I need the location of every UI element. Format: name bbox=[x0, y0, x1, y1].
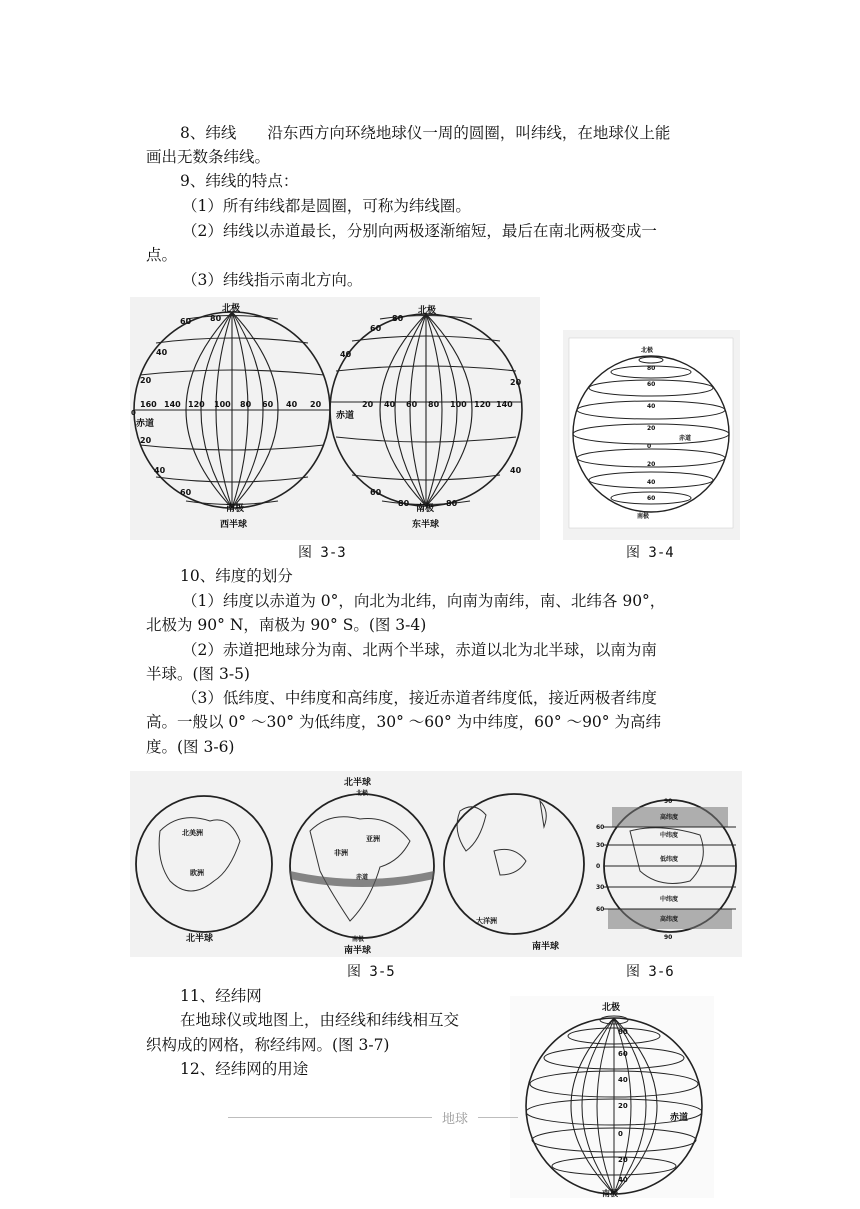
svg-text:0: 0 bbox=[596, 863, 601, 870]
lat-80s-label-e2: 80 bbox=[446, 499, 458, 508]
svg-text:60: 60 bbox=[406, 400, 418, 409]
para-11-line1: 在地球仪或地图上，由经线和纬线相互交 bbox=[180, 1011, 460, 1029]
figure-3-7 bbox=[510, 996, 714, 1198]
lat-20s-label-w: 20 bbox=[140, 436, 152, 445]
para-10-item1-line2: 北极为 90° N，南极为 90° S。(图 3-4) bbox=[146, 616, 427, 634]
para-11-heading: 11、经纬网 bbox=[180, 987, 262, 1005]
graticule-globe bbox=[510, 996, 714, 1198]
svg-text:中纬度: 中纬度 bbox=[660, 896, 679, 903]
svg-text:欧洲: 欧洲 bbox=[190, 869, 204, 877]
fig35-northern-hemisphere-label: 北半球 bbox=[186, 934, 214, 944]
svg-text:30: 30 bbox=[596, 884, 605, 891]
svg-text:大洋洲: 大洋洲 bbox=[476, 917, 497, 925]
lat-20-label-w: 20 bbox=[140, 376, 152, 385]
footer-rule-right bbox=[478, 1117, 518, 1118]
svg-text:亚洲: 亚洲 bbox=[366, 835, 380, 843]
para-10-item3-line1: （3）低纬度、中纬度和高纬度，接近赤道者纬度低，接近两极者纬度 bbox=[182, 689, 657, 707]
svg-text:20: 20 bbox=[618, 1102, 628, 1110]
para-9-item3: （3）纬线指示南北方向。 bbox=[182, 271, 363, 289]
svg-text:90: 90 bbox=[664, 798, 673, 805]
longitude-tick-row bbox=[140, 400, 513, 409]
caption-fig-3-4: 图 3-4 bbox=[626, 545, 674, 561]
north-pole-label-w: 北极 bbox=[222, 304, 241, 314]
north-pole-label-e: 北极 bbox=[418, 306, 437, 316]
fig34-north-pole-label: 北极 bbox=[641, 347, 654, 354]
globe-equatorial bbox=[290, 794, 434, 938]
lat-60s-label-e: 60 bbox=[370, 488, 382, 497]
svg-text:20: 20 bbox=[362, 400, 374, 409]
lat-20-label-e: 20 bbox=[510, 378, 522, 387]
eastern-hemisphere-label: 东半球 bbox=[412, 520, 440, 530]
svg-text:140: 140 bbox=[496, 400, 513, 409]
footer-rule-left bbox=[228, 1117, 432, 1118]
svg-text:20: 20 bbox=[618, 1156, 628, 1164]
svg-text:60: 60 bbox=[262, 400, 274, 409]
globe-north-polar bbox=[136, 796, 272, 932]
fig37-north-pole-label: 北极 bbox=[602, 1003, 621, 1013]
fig34-south-pole-label: 南极 bbox=[637, 513, 650, 520]
hemispheres-graticule bbox=[130, 297, 540, 540]
svg-text:低纬度: 低纬度 bbox=[660, 856, 679, 863]
caption-fig-3-5: 图 3-5 bbox=[347, 964, 395, 980]
lat-80-label-e: 80 bbox=[392, 314, 404, 323]
south-pole-label-w: 南极 bbox=[226, 504, 245, 514]
svg-text:高纬度: 高纬度 bbox=[660, 814, 679, 821]
hemisphere-globes bbox=[130, 771, 742, 957]
figure-3-3 bbox=[130, 297, 540, 540]
svg-text:60: 60 bbox=[596, 824, 605, 831]
lat-40s-label-e: 40 bbox=[510, 466, 522, 475]
lat-60s-label-w: 60 bbox=[180, 488, 192, 497]
svg-text:中纬度: 中纬度 bbox=[660, 832, 679, 839]
fig35-southern-hemisphere-bottom: 南半球 bbox=[344, 946, 372, 956]
fig37-south-pole-label: 南极 bbox=[602, 1189, 618, 1198]
lat-40-label-w: 40 bbox=[156, 348, 168, 357]
equator-label-w: 赤道 bbox=[136, 419, 155, 429]
para-8-line2: 画出无数条纬线。 bbox=[146, 148, 271, 166]
para-10-item3-line2: 高。一般以 0° ～30° 为低纬度，30° ～60° 为中纬度，60° ～90° 为高纬 bbox=[146, 713, 661, 731]
lat-80s-label-e: 80 bbox=[398, 499, 410, 508]
fig35-northern-hemisphere-top: 北半球 bbox=[344, 778, 372, 788]
svg-text:北美洲: 北美洲 bbox=[182, 829, 203, 837]
figure-3-4 bbox=[563, 330, 740, 540]
svg-text:赤道: 赤道 bbox=[356, 874, 369, 881]
svg-text:20: 20 bbox=[647, 425, 656, 432]
svg-text:非洲: 非洲 bbox=[334, 849, 348, 857]
lat-60-label-w: 60 bbox=[180, 317, 192, 326]
svg-text:120: 120 bbox=[188, 400, 205, 409]
lat-40-label-e: 40 bbox=[340, 350, 352, 359]
svg-text:60: 60 bbox=[596, 906, 605, 913]
svg-text:40: 40 bbox=[618, 1176, 628, 1184]
svg-text:160: 160 bbox=[140, 400, 157, 409]
south-pole-label-e: 南极 bbox=[416, 504, 435, 514]
svg-text:40: 40 bbox=[618, 1076, 628, 1084]
svg-text:40: 40 bbox=[647, 479, 656, 486]
para-9-item2-line1: （2）纬线以赤道最长，分别向两极逐渐缩短，最后在南北两极变成一 bbox=[182, 222, 657, 240]
figure-3-5-3-6 bbox=[130, 771, 742, 957]
svg-text:80: 80 bbox=[618, 1028, 628, 1036]
svg-text:120: 120 bbox=[474, 400, 491, 409]
svg-text:100: 100 bbox=[450, 400, 467, 409]
para-10-heading: 10、纬度的划分 bbox=[180, 567, 293, 585]
equator-label-e: 赤道 bbox=[336, 411, 355, 421]
svg-text:高纬度: 高纬度 bbox=[660, 916, 679, 923]
para-10-item1-line1: （1）纬度以赤道为 0°，向北为北纬，向南为南纬，南、北纬各 90°， bbox=[182, 592, 666, 610]
latitude-globe bbox=[563, 330, 740, 540]
svg-text:60: 60 bbox=[647, 495, 656, 502]
svg-text:0: 0 bbox=[647, 443, 652, 450]
svg-text:20: 20 bbox=[310, 400, 322, 409]
para-9-item2-line2: 点。 bbox=[146, 246, 178, 264]
svg-text:80: 80 bbox=[428, 400, 440, 409]
western-hemisphere-label: 西半球 bbox=[220, 520, 248, 530]
caption-fig-3-6: 图 3-6 bbox=[626, 964, 674, 980]
svg-text:60: 60 bbox=[618, 1050, 628, 1058]
para-8-line1: 8、纬线 沿东西方向环绕地球仪一周的圆圈，叫纬线，在地球仪上能 bbox=[180, 124, 671, 142]
lat-0-label: 0 bbox=[131, 409, 136, 417]
fig37-equator-label: 赤道 bbox=[670, 1113, 689, 1123]
svg-text:40: 40 bbox=[647, 403, 656, 410]
svg-text:80: 80 bbox=[240, 400, 252, 409]
page-footer bbox=[228, 1108, 518, 1127]
para-12-heading: 12、经纬网的用途 bbox=[180, 1060, 309, 1078]
svg-text:100: 100 bbox=[214, 400, 231, 409]
caption-fig-3-3: 图 3-3 bbox=[298, 545, 346, 561]
svg-text:60: 60 bbox=[647, 381, 656, 388]
para-10-item3-line3: 度。(图 3-6) bbox=[146, 738, 235, 756]
para-11-line2: 织构成的网格，称经纬网。(图 3-7) bbox=[146, 1036, 390, 1054]
lat-40s-label-w: 40 bbox=[154, 466, 166, 475]
footer-label: 地球 bbox=[441, 1112, 468, 1127]
svg-text:南极: 南极 bbox=[352, 936, 365, 943]
globe-south-polar bbox=[444, 794, 584, 934]
svg-text:80: 80 bbox=[647, 365, 656, 372]
para-9-heading: 9、纬线的特点： bbox=[180, 172, 299, 190]
lat-60-label-e: 60 bbox=[370, 324, 382, 333]
svg-text:0: 0 bbox=[618, 1130, 623, 1138]
svg-text:北极: 北极 bbox=[356, 790, 369, 797]
para-10-item2-line2: 半球。(图 3-5) bbox=[146, 665, 250, 683]
para-9-item1: （1）所有纬线都是圆圈，可称为纬线圈。 bbox=[182, 197, 471, 215]
svg-text:20: 20 bbox=[647, 461, 656, 468]
svg-text:30: 30 bbox=[596, 842, 605, 849]
svg-text:40: 40 bbox=[384, 400, 396, 409]
svg-text:140: 140 bbox=[164, 400, 181, 409]
lat-80-label-w: 80 bbox=[210, 314, 222, 323]
svg-text:40: 40 bbox=[286, 400, 298, 409]
fig35-southern-hemisphere-label: 南半球 bbox=[532, 942, 560, 952]
svg-text:90: 90 bbox=[664, 934, 673, 941]
fig34-equator-label: 赤道 bbox=[679, 435, 692, 442]
para-10-item2-line1: （2）赤道把地球分为南、北两个半球，赤道以北为北半球，以南为南 bbox=[182, 641, 657, 659]
